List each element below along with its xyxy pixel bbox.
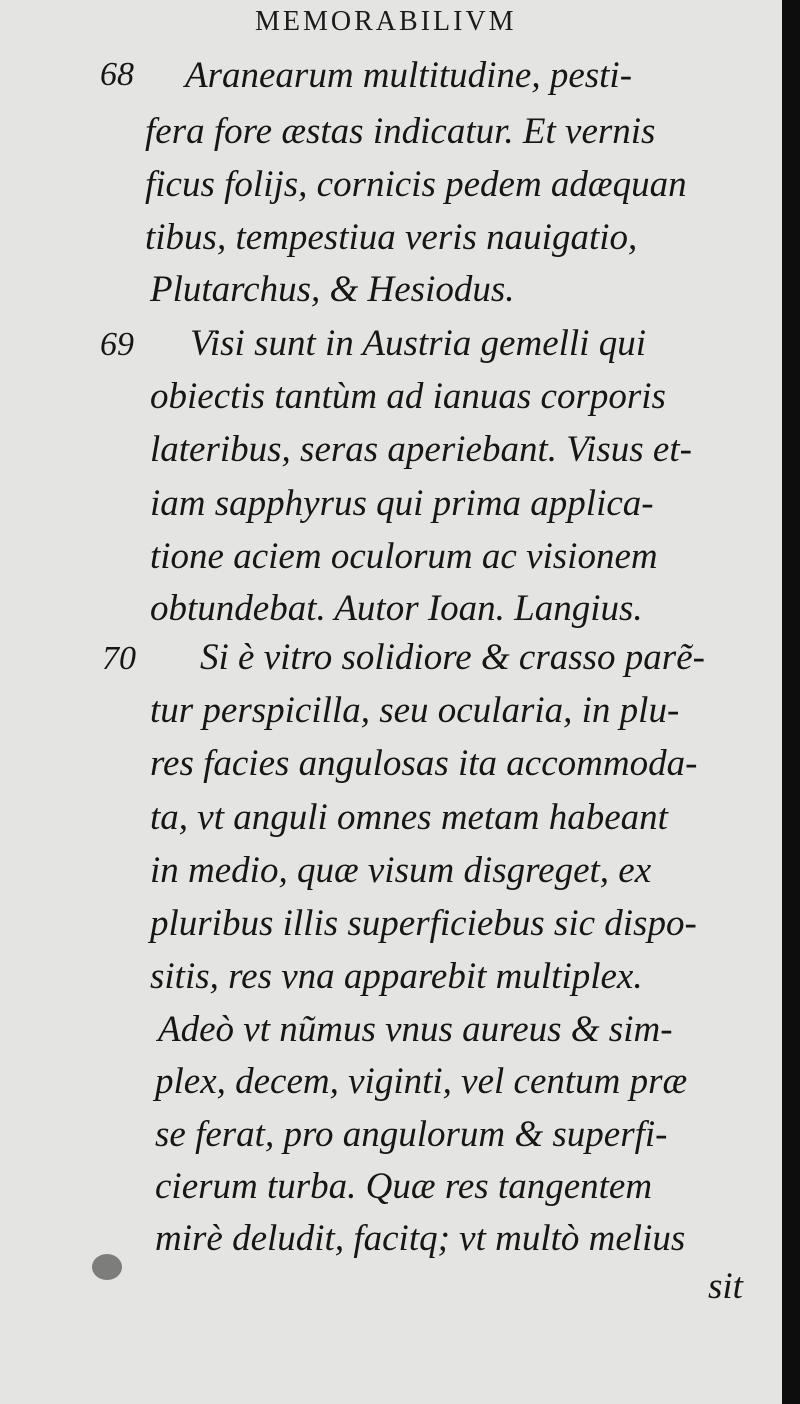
text-line: ficus folijs, cornicis pedem adæquan [145,164,687,205]
text-line: cierum turba. Quæ res tangentem [155,1166,653,1207]
text-line: lateribus, seras aperiebant. Visus et- [150,429,692,470]
page-edge-shadow [782,0,800,1404]
text-line: plex, decem, viginti, vel centum præ [155,1061,688,1102]
text-line: iam sapphyrus qui prima applica- [150,483,654,524]
entry-number-70: 70 [102,640,136,677]
text-line: Plutarchus, & Hesiodus. [150,269,515,310]
text-line: sitis, res vna apparebit multiplex. [150,956,643,997]
text-line: se ferat, pro angulorum & superfi- [155,1114,668,1155]
running-title: MEMORABILIVM [255,6,517,37]
text-line: ta, vt anguli omnes metam habeant [150,797,668,838]
catchword: sit [708,1266,743,1307]
text-line: obtundebat. Autor Ioan. Langius. [150,588,643,629]
text-line: Visi sunt in Austria gemelli qui [190,323,646,364]
text-line: tur perspicilla, seu ocularia, in plu- [150,690,680,731]
text-line: Si è vitro solidiore & crasso parẽ- [200,637,705,678]
entry-number-68: 68 [100,56,134,93]
text-line: mirè deludit, facitq; vt multò melius [155,1218,686,1259]
text-line: tibus, tempestiua veris nauigatio, [145,217,638,258]
text-line: pluribus illis superficiebus sic dispo- [150,903,697,944]
entry-number-69: 69 [100,326,134,363]
text-line: in medio, quæ visum disgreget, ex [150,850,652,891]
text-line: res facies angulosas ita accommoda- [150,743,698,784]
text-line: Aranearum multitudine, pesti- [185,55,633,96]
text-line: Adeò vt nũmus vnus aureus & sim- [158,1009,673,1050]
ink-stain [92,1254,122,1280]
text-line: fera fore æstas indicatur. Et vernis [145,111,656,152]
text-line: obiectis tantùm ad ianuas corporis [150,376,666,417]
text-line: tione aciem oculorum ac visionem [150,536,658,577]
